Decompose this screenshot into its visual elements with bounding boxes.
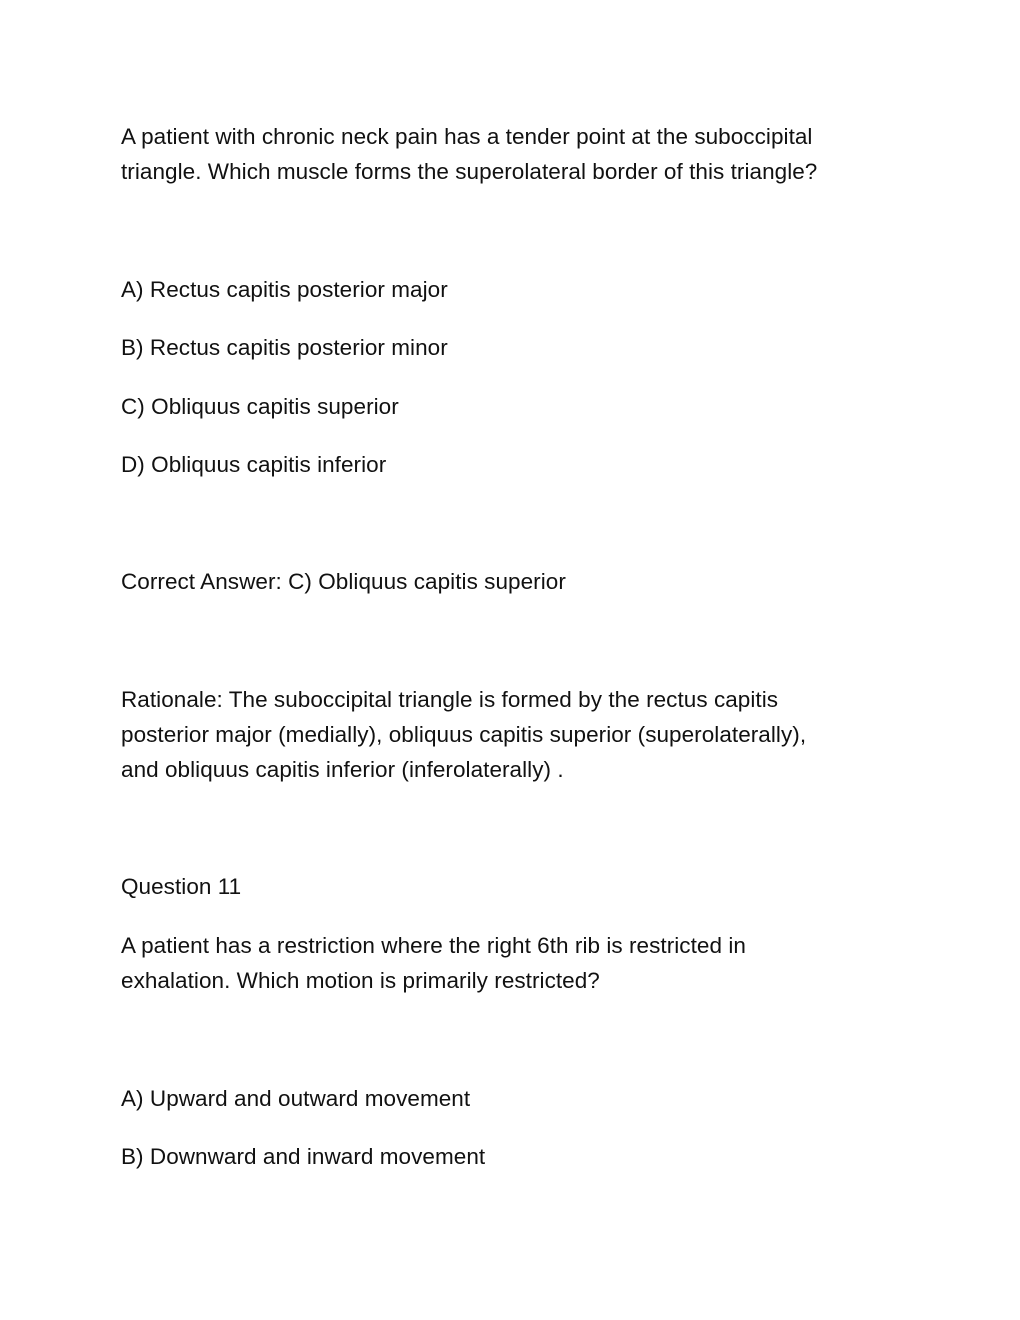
question-10-text-line-1: A patient with chronic neck pain has a tender point at the suboccipital [121, 124, 813, 149]
question-11-option-b: B) Downward and inward movement [121, 1144, 486, 1169]
question-10-rationale-line-3: and obliquus capitis inferior (inferolaterally) . [121, 757, 564, 782]
question-11-text-line-1: A patient has a restriction where the right 6th rib is restricted in [121, 933, 746, 958]
question-10-option-b: B) Rectus capitis posterior minor [121, 335, 448, 360]
question-10-option-a: A) Rectus capitis posterior major [121, 277, 448, 302]
question-10-correct-answer: Correct Answer: C) Obliquus capitis superior [121, 569, 566, 594]
question-10-text-line-2: triangle. Which muscle forms the superolateral border of this triangle? [121, 159, 818, 184]
question-11-heading: Question 11 [121, 874, 242, 899]
question-11-option-a: A) Upward and outward movement [121, 1086, 471, 1111]
question-10-rationale-line-1: Rationale: The suboccipital triangle is formed by the rectus capitis [121, 687, 779, 712]
question-10-rationale-line-2: posterior major (medially), obliquus capitis superior (superolaterally), [121, 722, 807, 747]
question-10-option-d: D) Obliquus capitis inferior [121, 452, 387, 477]
question-10-option-c: C) Obliquus capitis superior [121, 394, 399, 419]
question-11-text-line-2: exhalation. Which motion is primarily restricted? [121, 968, 600, 993]
